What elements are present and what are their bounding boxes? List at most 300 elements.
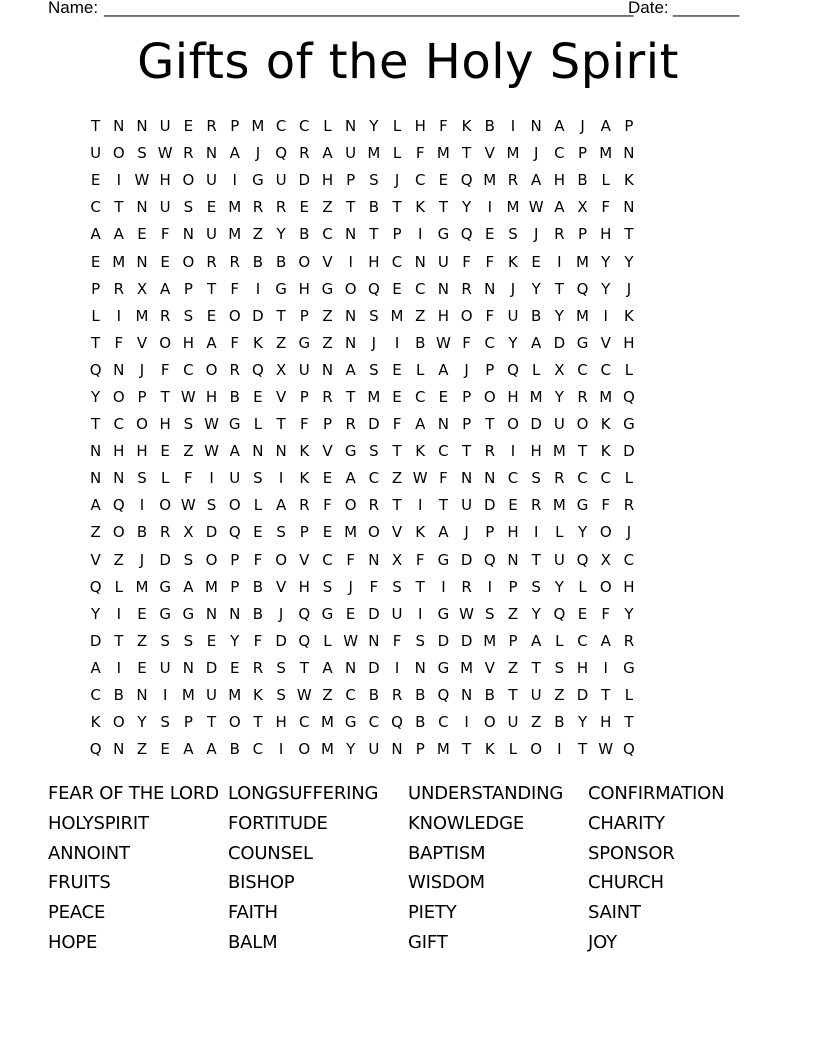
grid-letter[interactable]: M: [506, 198, 520, 217]
grid-letter[interactable]: R: [391, 686, 403, 705]
grid-letter[interactable]: F: [160, 360, 170, 379]
grid-letter[interactable]: F: [253, 550, 263, 569]
grid-letter[interactable]: G: [576, 496, 589, 515]
grid-letter[interactable]: I: [278, 740, 284, 759]
grid-letter[interactable]: A: [183, 577, 194, 596]
grid-letter[interactable]: W: [180, 387, 196, 406]
grid-letter[interactable]: T: [276, 415, 286, 434]
grid-letter[interactable]: P: [183, 279, 193, 298]
grid-letter[interactable]: O: [159, 496, 172, 515]
grid-letter[interactable]: S: [276, 686, 286, 705]
grid-letter[interactable]: Y: [462, 198, 472, 217]
grid-letter[interactable]: C: [299, 117, 310, 136]
grid-letter[interactable]: U: [159, 198, 171, 217]
grid-letter[interactable]: I: [116, 171, 121, 190]
grid-letter[interactable]: J: [348, 577, 353, 596]
grid-letter[interactable]: O: [205, 550, 218, 569]
grid-letter[interactable]: B: [415, 333, 426, 352]
grid-letter[interactable]: T: [346, 387, 356, 406]
grid-letter[interactable]: A: [554, 198, 565, 217]
grid-letter[interactable]: T: [114, 198, 124, 217]
grid-letter[interactable]: A: [206, 333, 217, 352]
grid-letter[interactable]: S: [508, 225, 518, 244]
grid-letter[interactable]: E: [160, 740, 170, 759]
grid-letter[interactable]: D: [553, 333, 566, 352]
grid-letter[interactable]: N: [437, 415, 450, 434]
grid-letter[interactable]: N: [136, 252, 148, 271]
grid-letter[interactable]: R: [113, 279, 124, 298]
grid-letter[interactable]: D: [252, 306, 264, 325]
grid-letter[interactable]: G: [159, 577, 171, 596]
grid-letter[interactable]: V: [275, 387, 287, 406]
grid-letter[interactable]: P: [230, 550, 240, 569]
grid-letter[interactable]: W: [459, 604, 475, 623]
grid-letter[interactable]: M: [390, 306, 404, 325]
grid-letter[interactable]: F: [346, 550, 355, 569]
grid-letter[interactable]: S: [322, 577, 333, 596]
grid-letter[interactable]: J: [580, 117, 585, 136]
grid-letter[interactable]: Z: [507, 604, 519, 623]
grid-letter[interactable]: A: [554, 117, 565, 136]
grid-letter[interactable]: I: [116, 604, 121, 623]
grid-letter[interactable]: I: [557, 252, 562, 271]
grid-letter[interactable]: G: [252, 171, 264, 190]
grid-letter[interactable]: B: [415, 686, 426, 705]
grid-letter[interactable]: M: [576, 252, 589, 271]
grid-letter[interactable]: A: [322, 144, 333, 163]
grid-letter[interactable]: I: [510, 442, 516, 461]
grid-letter[interactable]: P: [578, 225, 588, 244]
grid-letter[interactable]: D: [89, 631, 102, 650]
grid-letter[interactable]: Z: [322, 306, 333, 325]
grid-letter[interactable]: T: [438, 496, 448, 515]
grid-letter[interactable]: M: [552, 442, 566, 461]
grid-letter[interactable]: Z: [275, 333, 287, 352]
grid-letter[interactable]: F: [230, 279, 240, 298]
grid-letter[interactable]: H: [136, 442, 148, 461]
grid-letter[interactable]: V: [600, 333, 611, 352]
grid-letter[interactable]: G: [298, 333, 311, 352]
grid-letter[interactable]: N: [507, 550, 519, 569]
grid-letter[interactable]: B: [252, 604, 264, 623]
grid-letter[interactable]: I: [603, 658, 608, 677]
grid-letter[interactable]: D: [460, 631, 473, 650]
grid-letter[interactable]: L: [416, 360, 425, 379]
grid-letter[interactable]: J: [464, 360, 469, 379]
grid-letter[interactable]: R: [484, 442, 495, 461]
grid-letter[interactable]: A: [229, 442, 240, 461]
grid-letter[interactable]: C: [252, 740, 264, 759]
grid-letter[interactable]: Q: [483, 550, 496, 569]
grid-letter[interactable]: F: [415, 550, 425, 569]
grid-letter[interactable]: H: [205, 387, 218, 406]
grid-letter[interactable]: M: [552, 496, 566, 515]
grid-letter[interactable]: K: [90, 713, 101, 732]
grid-letter[interactable]: R: [206, 252, 217, 271]
grid-letter[interactable]: C: [507, 469, 519, 488]
grid-letter[interactable]: Z: [507, 658, 519, 677]
grid-letter[interactable]: N: [345, 306, 357, 325]
grid-letter[interactable]: Z: [554, 686, 565, 705]
grid-letter[interactable]: M: [135, 577, 149, 596]
grid-letter[interactable]: R: [461, 577, 472, 596]
grid-letter[interactable]: O: [228, 496, 241, 515]
grid-letter[interactable]: M: [228, 225, 242, 244]
grid-letter[interactable]: G: [321, 604, 334, 623]
grid-letter[interactable]: N: [623, 144, 635, 163]
grid-letter[interactable]: E: [160, 442, 170, 461]
grid-letter[interactable]: C: [623, 550, 635, 569]
grid-letter[interactable]: H: [298, 577, 310, 596]
grid-letter[interactable]: V: [391, 523, 403, 542]
grid-letter[interactable]: O: [344, 496, 357, 515]
grid-letter[interactable]: R: [229, 360, 240, 379]
grid-letter[interactable]: Q: [623, 740, 635, 759]
grid-letter[interactable]: I: [116, 658, 121, 677]
grid-letter[interactable]: Q: [460, 171, 473, 190]
grid-letter[interactable]: A: [160, 279, 171, 298]
grid-letter[interactable]: U: [391, 604, 403, 623]
grid-letter[interactable]: H: [623, 333, 635, 352]
grid-letter[interactable]: N: [530, 117, 542, 136]
grid-letter[interactable]: T: [299, 658, 309, 677]
grid-letter[interactable]: U: [206, 171, 218, 190]
grid-letter[interactable]: O: [530, 740, 543, 759]
grid-letter[interactable]: F: [253, 631, 263, 650]
grid-letter[interactable]: O: [507, 415, 519, 434]
grid-letter[interactable]: Q: [89, 740, 102, 759]
grid-letter[interactable]: D: [368, 415, 380, 434]
grid-letter[interactable]: Z: [90, 523, 101, 542]
grid-letter[interactable]: V: [275, 577, 287, 596]
grid-letter[interactable]: U: [345, 144, 357, 163]
grid-letter[interactable]: O: [112, 387, 125, 406]
grid-letter[interactable]: C: [577, 631, 588, 650]
grid-letter[interactable]: C: [368, 713, 380, 732]
grid-letter[interactable]: T: [346, 198, 356, 217]
grid-letter[interactable]: A: [600, 631, 611, 650]
grid-letter[interactable]: E: [299, 198, 310, 217]
grid-letter[interactable]: T: [276, 306, 286, 325]
grid-letter[interactable]: R: [554, 469, 565, 488]
grid-letter[interactable]: A: [438, 360, 449, 379]
grid-letter[interactable]: C: [345, 686, 356, 705]
grid-letter[interactable]: M: [344, 523, 358, 542]
grid-letter[interactable]: P: [462, 387, 472, 406]
grid-letter[interactable]: N: [368, 631, 380, 650]
grid-letter[interactable]: Q: [112, 496, 125, 515]
grid-letter[interactable]: O: [460, 306, 473, 325]
grid-letter[interactable]: R: [183, 144, 194, 163]
grid-letter[interactable]: T: [91, 415, 101, 434]
grid-letter[interactable]: P: [346, 171, 356, 190]
date-field[interactable]: _______: [673, 0, 740, 17]
grid-letter[interactable]: C: [414, 279, 426, 298]
grid-letter[interactable]: Q: [507, 360, 519, 379]
grid-letter[interactable]: K: [461, 117, 472, 136]
grid-letter[interactable]: E: [438, 387, 449, 406]
grid-letter[interactable]: T: [415, 577, 425, 596]
grid-letter[interactable]: D: [576, 686, 589, 705]
grid-letter[interactable]: W: [204, 415, 219, 434]
grid-letter[interactable]: S: [392, 577, 402, 596]
grid-letter[interactable]: W: [157, 144, 173, 163]
grid-letter[interactable]: N: [275, 442, 287, 461]
grid-letter[interactable]: N: [205, 144, 218, 163]
grid-letter[interactable]: K: [484, 740, 495, 759]
grid-letter[interactable]: G: [437, 225, 450, 244]
grid-letter[interactable]: Y: [554, 387, 564, 406]
grid-letter[interactable]: C: [438, 442, 449, 461]
grid-letter[interactable]: T: [206, 713, 217, 732]
grid-letter[interactable]: T: [160, 387, 170, 406]
grid-letter[interactable]: U: [206, 686, 218, 705]
grid-letter[interactable]: O: [298, 252, 311, 271]
grid-letter[interactable]: E: [206, 306, 217, 325]
grid-letter[interactable]: G: [437, 550, 450, 569]
grid-letter[interactable]: B: [531, 306, 542, 325]
grid-letter[interactable]: E: [392, 360, 402, 379]
grid-letter[interactable]: R: [345, 415, 356, 434]
grid-letter[interactable]: P: [462, 415, 472, 434]
grid-letter[interactable]: N: [484, 279, 496, 298]
grid-letter[interactable]: E: [137, 658, 147, 677]
grid-letter[interactable]: F: [299, 415, 309, 434]
grid-letter[interactable]: S: [206, 496, 217, 515]
grid-letter[interactable]: L: [253, 496, 263, 515]
grid-letter[interactable]: N: [229, 604, 241, 623]
grid-letter[interactable]: E: [137, 225, 147, 244]
grid-letter[interactable]: I: [510, 117, 516, 136]
grid-letter[interactable]: F: [485, 306, 495, 325]
grid-letter[interactable]: J: [533, 144, 539, 163]
grid-letter[interactable]: R: [461, 279, 472, 298]
grid-letter[interactable]: X: [577, 198, 588, 217]
grid-letter[interactable]: N: [136, 198, 148, 217]
grid-letter[interactable]: G: [437, 658, 450, 677]
grid-letter[interactable]: R: [299, 144, 310, 163]
grid-letter[interactable]: M: [483, 171, 497, 190]
grid-letter[interactable]: E: [253, 523, 263, 542]
grid-letter[interactable]: Y: [601, 279, 611, 298]
grid-letter[interactable]: A: [531, 631, 542, 650]
grid-letter[interactable]: P: [485, 523, 495, 542]
grid-letter[interactable]: F: [369, 577, 379, 596]
grid-letter[interactable]: T: [91, 117, 101, 136]
grid-letter[interactable]: L: [160, 469, 170, 488]
grid-letter[interactable]: W: [412, 469, 428, 488]
grid-letter[interactable]: Z: [531, 713, 542, 732]
grid-letter[interactable]: N: [437, 279, 450, 298]
grid-letter[interactable]: N: [460, 469, 473, 488]
grid-letter[interactable]: K: [252, 333, 263, 352]
grid-letter[interactable]: I: [464, 713, 469, 732]
grid-letter[interactable]: N: [113, 469, 125, 488]
grid-letter[interactable]: Y: [91, 387, 101, 406]
grid-letter[interactable]: N: [182, 658, 194, 677]
grid-letter[interactable]: S: [369, 360, 379, 379]
grid-letter[interactable]: Y: [369, 117, 379, 136]
grid-letter[interactable]: R: [252, 198, 264, 217]
grid-letter[interactable]: E: [322, 469, 333, 488]
grid-letter[interactable]: I: [418, 496, 423, 515]
grid-letter[interactable]: U: [159, 658, 171, 677]
grid-letter[interactable]: S: [183, 306, 194, 325]
grid-letter[interactable]: B: [136, 523, 148, 542]
grid-letter[interactable]: S: [531, 577, 541, 596]
grid-letter[interactable]: N: [113, 117, 125, 136]
grid-letter[interactable]: E: [160, 252, 170, 271]
grid-letter[interactable]: T: [462, 740, 472, 759]
grid-letter[interactable]: P: [299, 306, 309, 325]
grid-letter[interactable]: G: [623, 415, 635, 434]
grid-letter[interactable]: N: [460, 686, 473, 705]
grid-letter[interactable]: H: [275, 713, 287, 732]
grid-letter[interactable]: A: [531, 333, 542, 352]
grid-letter[interactable]: N: [113, 740, 125, 759]
grid-letter[interactable]: S: [183, 198, 194, 217]
grid-letter[interactable]: A: [345, 469, 356, 488]
grid-letter[interactable]: F: [485, 252, 495, 271]
grid-letter[interactable]: P: [91, 279, 101, 298]
grid-letter[interactable]: S: [415, 631, 425, 650]
grid-letter[interactable]: C: [113, 415, 125, 434]
grid-letter[interactable]: T: [531, 550, 541, 569]
grid-letter[interactable]: I: [603, 306, 608, 325]
grid-letter[interactable]: R: [322, 387, 333, 406]
grid-letter[interactable]: M: [228, 198, 242, 217]
grid-letter[interactable]: R: [623, 631, 635, 650]
grid-letter[interactable]: B: [368, 198, 379, 217]
grid-letter[interactable]: D: [368, 604, 380, 623]
grid-letter[interactable]: S: [531, 469, 541, 488]
grid-letter[interactable]: T: [462, 442, 472, 461]
grid-letter[interactable]: C: [577, 469, 588, 488]
grid-letter[interactable]: E: [485, 225, 495, 244]
grid-letter[interactable]: K: [415, 523, 426, 542]
grid-letter[interactable]: F: [160, 225, 170, 244]
grid-letter[interactable]: N: [484, 469, 496, 488]
grid-letter[interactable]: R: [159, 306, 171, 325]
grid-letter[interactable]: S: [137, 469, 147, 488]
grid-letter[interactable]: B: [484, 686, 495, 705]
grid-letter[interactable]: O: [182, 171, 195, 190]
grid-letter[interactable]: I: [255, 279, 261, 298]
grid-letter[interactable]: N: [113, 360, 125, 379]
grid-letter[interactable]: A: [600, 117, 611, 136]
grid-letter[interactable]: W: [598, 740, 614, 759]
grid-letter[interactable]: I: [487, 198, 492, 217]
grid-letter[interactable]: Z: [322, 198, 333, 217]
grid-letter[interactable]: K: [623, 171, 634, 190]
grid-letter[interactable]: U: [275, 171, 287, 190]
grid-letter[interactable]: W: [134, 171, 150, 190]
grid-letter[interactable]: P: [230, 117, 240, 136]
grid-letter[interactable]: N: [345, 658, 357, 677]
grid-letter[interactable]: D: [623, 442, 635, 461]
grid-letter[interactable]: P: [624, 117, 634, 136]
grid-letter[interactable]: R: [507, 171, 519, 190]
grid-letter[interactable]: Z: [252, 225, 264, 244]
grid-letter[interactable]: R: [229, 252, 240, 271]
grid-letter[interactable]: B: [554, 713, 565, 732]
grid-letter[interactable]: E: [183, 117, 194, 136]
grid-letter[interactable]: O: [112, 144, 125, 163]
grid-letter[interactable]: S: [183, 631, 194, 650]
grid-letter[interactable]: P: [230, 577, 240, 596]
grid-letter[interactable]: U: [90, 144, 102, 163]
grid-letter[interactable]: F: [184, 469, 193, 488]
grid-letter[interactable]: Q: [228, 523, 241, 542]
grid-letter[interactable]: Y: [137, 713, 147, 732]
grid-letter[interactable]: K: [623, 306, 634, 325]
grid-letter[interactable]: G: [437, 604, 450, 623]
grid-letter[interactable]: S: [369, 171, 379, 190]
grid-letter[interactable]: H: [368, 252, 380, 271]
grid-letter[interactable]: F: [392, 415, 402, 434]
grid-letter[interactable]: A: [113, 225, 124, 244]
grid-letter[interactable]: F: [601, 198, 611, 217]
grid-letter[interactable]: Y: [531, 279, 541, 298]
grid-letter[interactable]: U: [229, 469, 241, 488]
grid-letter[interactable]: M: [506, 144, 520, 163]
grid-letter[interactable]: F: [462, 252, 471, 271]
grid-letter[interactable]: Z: [183, 442, 194, 461]
grid-letter[interactable]: M: [529, 387, 543, 406]
grid-letter[interactable]: L: [555, 631, 564, 650]
grid-letter[interactable]: L: [508, 740, 518, 759]
grid-letter[interactable]: F: [230, 333, 240, 352]
grid-letter[interactable]: E: [229, 658, 240, 677]
grid-letter[interactable]: I: [116, 306, 121, 325]
grid-letter[interactable]: S: [369, 442, 379, 461]
grid-letter[interactable]: T: [392, 496, 402, 515]
grid-letter[interactable]: N: [205, 604, 218, 623]
grid-letter[interactable]: Q: [298, 631, 311, 650]
grid-letter[interactable]: G: [623, 658, 635, 677]
grid-letter[interactable]: U: [298, 360, 310, 379]
grid-letter[interactable]: T: [462, 144, 472, 163]
grid-letter[interactable]: Q: [89, 577, 102, 596]
grid-letter[interactable]: U: [159, 117, 171, 136]
grid-letter[interactable]: A: [90, 225, 101, 244]
grid-letter[interactable]: C: [90, 686, 101, 705]
grid-letter[interactable]: P: [299, 523, 309, 542]
grid-letter[interactable]: B: [484, 117, 495, 136]
grid-letter[interactable]: P: [392, 225, 402, 244]
grid-letter[interactable]: Z: [415, 306, 426, 325]
grid-letter[interactable]: E: [345, 604, 356, 623]
grid-letter[interactable]: D: [530, 415, 542, 434]
grid-letter[interactable]: I: [162, 686, 168, 705]
grid-letter[interactable]: L: [624, 686, 634, 705]
grid-letter[interactable]: S: [137, 144, 147, 163]
grid-letter[interactable]: X: [183, 523, 194, 542]
grid-letter[interactable]: V: [484, 144, 495, 163]
grid-letter[interactable]: C: [322, 550, 333, 569]
grid-letter[interactable]: F: [601, 496, 611, 515]
grid-letter[interactable]: M: [599, 387, 613, 406]
grid-letter[interactable]: L: [578, 577, 587, 596]
grid-letter[interactable]: Q: [576, 550, 589, 569]
grid-letter[interactable]: V: [484, 658, 495, 677]
grid-letter[interactable]: T: [577, 740, 588, 759]
grid-letter[interactable]: C: [484, 333, 496, 352]
grid-letter[interactable]: R: [577, 387, 588, 406]
grid-letter[interactable]: O: [483, 713, 496, 732]
grid-letter[interactable]: Y: [554, 577, 564, 596]
grid-letter[interactable]: U: [206, 225, 218, 244]
